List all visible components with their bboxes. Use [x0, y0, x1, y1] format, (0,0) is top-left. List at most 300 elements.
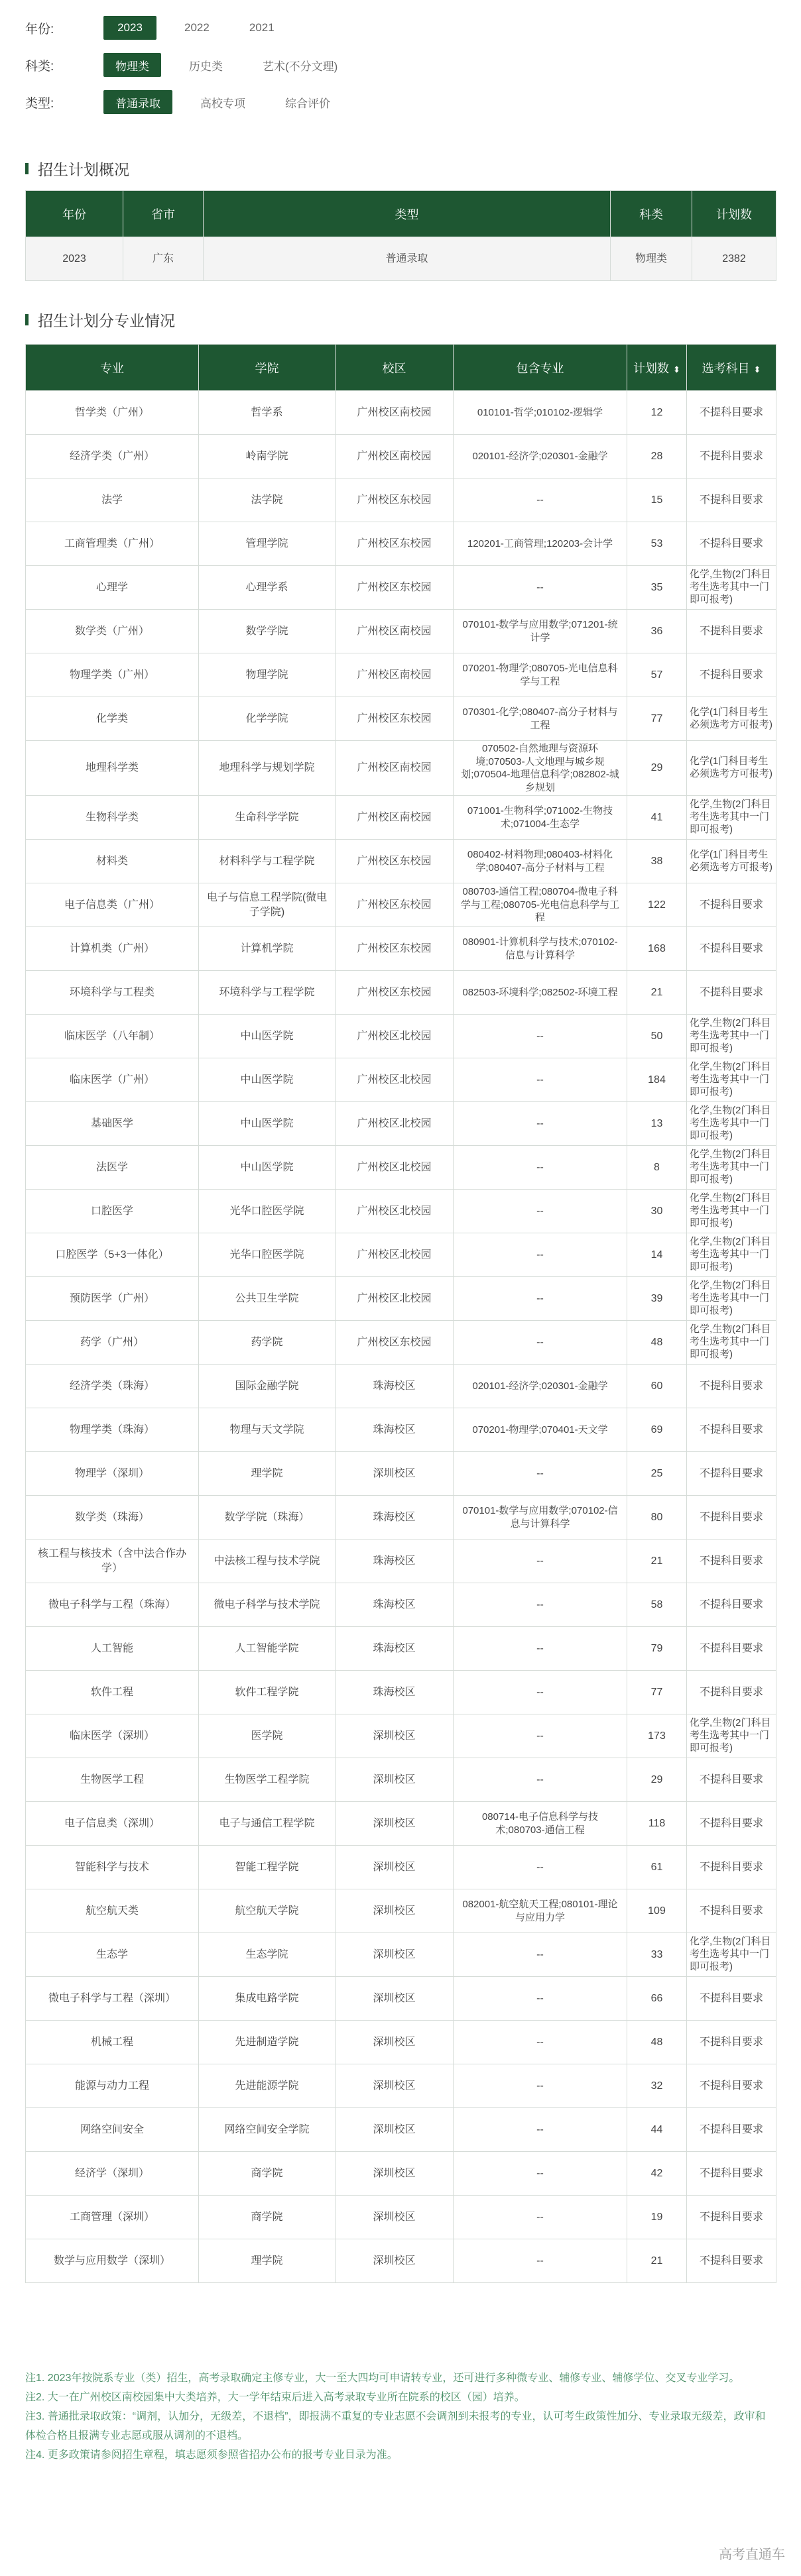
subject-requirement-cell: 不提科目要求	[687, 610, 776, 653]
plan-count-cell: 184	[627, 1058, 687, 1102]
campus-cell: 深圳校区	[336, 1802, 454, 1846]
overview-title	[25, 158, 129, 180]
college-cell: 法学院	[199, 478, 336, 522]
subject-requirement-cell: 不提科目要求	[687, 2196, 776, 2239]
college-cell: 中法核工程与技术学院	[199, 1540, 336, 1583]
note-1: 注1. 2023年按院系专业（类）招生，高考录取确定主修专业，大一至大四均可申请转专业，还可进行多种微专业、辅修专业、辅修学位、交叉专业学习。	[25, 2373, 740, 2384]
campus-cell: 广州校区北校园	[336, 1146, 454, 1190]
included-majors-cell: --	[454, 1190, 627, 1233]
plan-count-cell: 41	[627, 796, 687, 840]
plan-count-cell: 32	[627, 2064, 687, 2108]
included-majors-cell: --	[454, 1233, 627, 1277]
table-row	[26, 1758, 776, 1802]
college-cell: 电子与通信工程学院	[199, 1802, 336, 1846]
table-row	[26, 391, 776, 435]
campus-cell: 广州校区北校园	[336, 1277, 454, 1321]
college-cell: 公共卫生学院	[199, 1277, 336, 1321]
college-cell: 数学学院	[199, 610, 336, 653]
type-option-comprehensive[interactable]: 综合评价	[285, 97, 330, 110]
college-cell: 物理与天文学院	[199, 1408, 336, 1452]
included-majors-cell: --	[454, 1671, 627, 1714]
major-cell: 数学类（广州）	[26, 610, 199, 653]
included-majors-cell: 070101-数学与应用数学;071201-统计学	[454, 610, 627, 653]
subject-requirement-cell: 不提科目要求	[687, 2108, 776, 2152]
watermark: 高考直通车	[719, 2548, 785, 2562]
college-cell: 物理学院	[199, 653, 336, 697]
college-cell: 管理学院	[199, 522, 336, 566]
major-cell: 航空航天类	[26, 1889, 199, 1933]
included-majors-cell: 080714-电子信息科学与技术;080703-通信工程	[454, 1802, 627, 1846]
plan-count-cell: 80	[627, 1496, 687, 1540]
plan-count-cell: 122	[627, 883, 687, 927]
college-cell: 岭南学院	[199, 435, 336, 478]
campus-cell: 深圳校区	[336, 1846, 454, 1889]
major-cell: 电子信息类（深圳）	[26, 1802, 199, 1846]
subject-requirement-cell: 化学,生物(2门科目考生选考其中一门即可报考)	[687, 1190, 776, 1233]
subject-requirement-cell: 化学,生物(2门科目考生选考其中一门即可报考)	[687, 1321, 776, 1365]
subject-option-art[interactable]: 艺术(不分文理)	[263, 60, 338, 73]
subject-requirement-cell: 不提科目要求	[687, 1889, 776, 1933]
campus-cell: 深圳校区	[336, 2239, 454, 2283]
major-cell: 计算机类（广州）	[26, 927, 199, 971]
table-row	[26, 566, 776, 610]
college-cell: 材料科学与工程学院	[199, 840, 336, 883]
overview-title-text: 招生计划概况	[38, 161, 129, 178]
subject-requirement-cell: 不提科目要求	[687, 2239, 776, 2283]
college-cell: 先进制造学院	[199, 2021, 336, 2064]
table-row	[26, 2196, 776, 2239]
table-row	[26, 2021, 776, 2064]
campus-cell: 深圳校区	[336, 1933, 454, 1977]
campus-cell: 深圳校区	[336, 2196, 454, 2239]
table-row	[26, 2239, 776, 2283]
plan-count-cell: 118	[627, 1802, 687, 1846]
campus-cell: 深圳校区	[336, 1714, 454, 1758]
major-cell: 生物科学类	[26, 796, 199, 840]
major-cell: 环境科学与工程类	[26, 971, 199, 1015]
included-majors-cell: 120201-工商管理;120203-会计学	[454, 522, 627, 566]
major-cell: 智能科学与技术	[26, 1846, 199, 1889]
included-majors-cell: 070201-物理学;070401-天文学	[454, 1408, 627, 1452]
campus-cell: 珠海校区	[336, 1496, 454, 1540]
majors-title-text: 招生计划分专业情况	[38, 312, 175, 329]
table-row	[26, 883, 776, 927]
plan-count-cell: 48	[627, 2021, 687, 2064]
college-cell: 医学院	[199, 1714, 336, 1758]
included-majors-cell: --	[454, 478, 627, 522]
type-filter	[0, 89, 358, 115]
plan-count-cell: 29	[627, 1758, 687, 1802]
plan-count-cell: 60	[627, 1365, 687, 1408]
subject-requirement-cell: 不提科目要求	[687, 1758, 776, 1802]
major-cell: 生物医学工程	[26, 1758, 199, 1802]
overview-header-plan: 计划数	[692, 191, 776, 237]
college-cell: 理学院	[199, 1452, 336, 1496]
subject-requirement-cell: 不提科目要求	[687, 522, 776, 566]
plan-count-cell: 21	[627, 971, 687, 1015]
subject-filter	[0, 52, 365, 78]
subject-requirement-cell: 化学,生物(2门科目考生选考其中一门即可报考)	[687, 1714, 776, 1758]
included-majors-cell: 020101-经济学;020301-金融学	[454, 435, 627, 478]
table-row	[26, 2152, 776, 2196]
major-cell: 材料类	[26, 840, 199, 883]
campus-cell: 广州校区南校园	[336, 610, 454, 653]
major-cell: 口腔医学（5+3一体化）	[26, 1233, 199, 1277]
subject-requirement-cell: 不提科目要求	[687, 653, 776, 697]
subject-requirement-cell: 化学,生物(2门科目考生选考其中一门即可报考)	[687, 566, 776, 610]
subject-requirement-cell: 化学(1门科目考生必须选考方可报考)	[687, 741, 776, 796]
overview-cell-type: 普通录取	[204, 237, 611, 281]
major-cell: 临床医学（八年制）	[26, 1015, 199, 1058]
campus-cell: 广州校区东校园	[336, 883, 454, 927]
included-majors-cell: 082001-航空航天工程;080101-理论与应用力学	[454, 1889, 627, 1933]
included-majors-cell: --	[454, 2108, 627, 2152]
college-cell: 商学院	[199, 2152, 336, 2196]
table-row	[26, 1058, 776, 1102]
overview-header-year: 年份	[26, 191, 123, 237]
campus-cell: 珠海校区	[336, 1540, 454, 1583]
college-cell: 集成电路学院	[199, 1977, 336, 2021]
plan-count-cell: 15	[627, 478, 687, 522]
plan-count-cell: 39	[627, 1277, 687, 1321]
included-majors-cell: --	[454, 1277, 627, 1321]
included-majors-cell: --	[454, 2152, 627, 2196]
major-cell: 哲学类（广州）	[26, 391, 199, 435]
campus-cell: 广州校区南校园	[336, 435, 454, 478]
plan-count-cell: 50	[627, 1015, 687, 1058]
college-cell: 人工智能学院	[199, 1627, 336, 1671]
overview-cell-year: 2023	[26, 237, 123, 281]
campus-cell: 广州校区东校园	[336, 971, 454, 1015]
included-majors-cell: 080703-通信工程;080704-微电子科学与工程;080705-光电信息科学与工程	[454, 883, 627, 927]
major-cell: 核工程与核技术（含中法合作办学）	[26, 1540, 199, 1583]
table-row	[26, 1277, 776, 1321]
included-majors-cell: --	[454, 1321, 627, 1365]
included-majors-cell: --	[454, 1846, 627, 1889]
table-row	[26, 1671, 776, 1714]
major-cell: 微电子科学与工程（深圳）	[26, 1977, 199, 2021]
college-cell: 地理科学与规划学院	[199, 741, 336, 796]
major-cell: 化学类	[26, 697, 199, 741]
included-majors-cell: --	[454, 2239, 627, 2283]
campus-cell: 广州校区东校园	[336, 522, 454, 566]
notes	[25, 2369, 776, 2465]
subject-requirement-cell: 不提科目要求	[687, 435, 776, 478]
plan-count-cell: 38	[627, 840, 687, 883]
subject-requirement-cell: 不提科目要求	[687, 927, 776, 971]
table-row	[26, 697, 776, 741]
plan-count-cell: 48	[627, 1321, 687, 1365]
included-majors-cell: --	[454, 1714, 627, 1758]
subject-requirement-cell: 化学,生物(2门科目考生选考其中一门即可报考)	[687, 1015, 776, 1058]
major-cell: 数学与应用数学（深圳）	[26, 2239, 199, 2283]
table-row	[26, 1452, 776, 1496]
college-cell: 心理学系	[199, 566, 336, 610]
college-cell: 智能工程学院	[199, 1846, 336, 1889]
major-cell: 法医学	[26, 1146, 199, 1190]
major-cell: 工商管理类（广州）	[26, 522, 199, 566]
campus-cell: 广州校区东校园	[336, 566, 454, 610]
included-majors-cell: 070502-自然地理与资源环境;070503-人文地理与城乡规划;070504-地理信息科学;082802-城乡规划	[454, 741, 627, 796]
plan-count-cell: 36	[627, 610, 687, 653]
table-row	[26, 1102, 776, 1146]
college-cell: 数学学院（珠海）	[199, 1496, 336, 1540]
table-row	[26, 1627, 776, 1671]
plan-count-cell: 66	[627, 1977, 687, 2021]
sort-icon[interactable]: ⬍	[673, 364, 680, 374]
plan-count-cell: 168	[627, 927, 687, 971]
overview-cell-province: 广东	[123, 237, 204, 281]
table-row	[26, 1321, 776, 1365]
table-row	[26, 435, 776, 478]
table-row	[26, 1496, 776, 1540]
college-cell: 电子与信息工程学院(微电子学院)	[199, 883, 336, 927]
subject-requirement-cell: 化学(1门科目考生必须选考方可报考)	[687, 697, 776, 741]
campus-cell: 广州校区东校园	[336, 927, 454, 971]
college-cell: 药学院	[199, 1321, 336, 1365]
plan-count-cell: 21	[627, 1540, 687, 1583]
included-majors-cell: 080402-材料物理;080403-材料化学;080407-高分子材料与工程	[454, 840, 627, 883]
campus-cell: 广州校区东校园	[336, 697, 454, 741]
plan-count-cell: 77	[627, 697, 687, 741]
subject-requirement-cell: 不提科目要求	[687, 1496, 776, 1540]
plan-count-cell: 13	[627, 1102, 687, 1146]
plan-count-cell: 28	[627, 435, 687, 478]
subject-requirement-cell: 不提科目要求	[687, 2064, 776, 2108]
major-cell: 人工智能	[26, 1627, 199, 1671]
college-cell: 生物医学工程学院	[199, 1758, 336, 1802]
table-row	[26, 1015, 776, 1058]
college-cell: 化学学院	[199, 697, 336, 741]
table-row	[26, 1802, 776, 1846]
included-majors-cell: 082503-环境科学;082502-环境工程	[454, 971, 627, 1015]
major-cell: 软件工程	[26, 1671, 199, 1714]
major-cell: 物理学类（珠海）	[26, 1408, 199, 1452]
majors-header-subjects[interactable]	[687, 345, 776, 391]
subject-option-history[interactable]: 历史类	[189, 60, 223, 73]
included-majors-cell: --	[454, 1933, 627, 1977]
included-majors-cell: --	[454, 566, 627, 610]
overview-table	[25, 190, 776, 281]
campus-cell: 广州校区南校园	[336, 741, 454, 796]
table-row	[26, 1146, 776, 1190]
subject-requirement-cell: 不提科目要求	[687, 391, 776, 435]
overview-header-province: 省市	[123, 191, 204, 237]
majors-header-plan[interactable]	[627, 345, 687, 391]
campus-cell: 广州校区北校园	[336, 1190, 454, 1233]
included-majors-cell: --	[454, 1102, 627, 1146]
majors-header-included: 包含专业	[454, 345, 627, 391]
plan-count-cell: 173	[627, 1714, 687, 1758]
college-cell: 光华口腔医学院	[199, 1233, 336, 1277]
year-filter	[0, 15, 302, 41]
majors-header-major: 专业	[26, 345, 199, 391]
college-cell: 光华口腔医学院	[199, 1190, 336, 1233]
major-cell: 数学类（珠海）	[26, 1496, 199, 1540]
major-cell: 临床医学（广州）	[26, 1058, 199, 1102]
major-cell: 物理学类（广州）	[26, 653, 199, 697]
subject-requirement-cell: 不提科目要求	[687, 1540, 776, 1583]
majors-table	[25, 344, 776, 2283]
college-cell: 哲学系	[199, 391, 336, 435]
year-option-2023[interactable]: 2023	[103, 16, 156, 40]
majors-header-subjects-text: 选考科目	[702, 361, 750, 375]
major-cell: 药学（广州）	[26, 1321, 199, 1365]
included-majors-cell: 070301-化学;080407-高分子材料与工程	[454, 697, 627, 741]
plan-count-cell: 12	[627, 391, 687, 435]
campus-cell: 深圳校区	[336, 2108, 454, 2152]
campus-cell: 珠海校区	[336, 1627, 454, 1671]
year-option-2022[interactable]: 2022	[184, 21, 210, 34]
included-majors-cell: 020101-经济学;020301-金融学	[454, 1365, 627, 1408]
majors-title	[25, 309, 175, 331]
table-row	[26, 741, 776, 796]
plan-count-cell: 14	[627, 1233, 687, 1277]
overview-header-type: 类型	[204, 191, 611, 237]
subject-requirement-cell: 化学,生物(2门科目考生选考其中一门即可报考)	[687, 1233, 776, 1277]
campus-cell: 深圳校区	[336, 1758, 454, 1802]
campus-cell: 广州校区东校园	[336, 478, 454, 522]
college-cell: 中山医学院	[199, 1058, 336, 1102]
subject-requirement-cell: 不提科目要求	[687, 1846, 776, 1889]
major-cell: 网络空间安全	[26, 2108, 199, 2152]
included-majors-cell: --	[454, 2021, 627, 2064]
type-option-regular[interactable]: 普通录取	[103, 90, 172, 114]
included-majors-cell: 070101-数学与应用数学;070102-信息与计算科学	[454, 1496, 627, 1540]
included-majors-cell: 080901-计算机科学与技术;070102-信息与计算科学	[454, 927, 627, 971]
major-cell: 法学	[26, 478, 199, 522]
subject-option-physics[interactable]: 物理类	[103, 53, 161, 77]
major-cell: 微电子科学与工程（珠海）	[26, 1583, 199, 1627]
note-2: 注2. 大一在广州校区南校园集中大类培养，大一学年结束后进入高考录取专业所在院系的校区（园）培养。	[25, 2392, 525, 2403]
college-cell: 中山医学院	[199, 1102, 336, 1146]
table-row	[26, 1540, 776, 1583]
included-majors-cell: --	[454, 1540, 627, 1583]
subject-requirement-cell: 化学,生物(2门科目考生选考其中一门即可报考)	[687, 796, 776, 840]
included-majors-cell: 071001-生物科学;071002-生物技术;071004-生态学	[454, 796, 627, 840]
campus-cell: 珠海校区	[336, 1583, 454, 1627]
plan-count-cell: 19	[627, 2196, 687, 2239]
campus-cell: 深圳校区	[336, 2152, 454, 2196]
included-majors-cell: --	[454, 1146, 627, 1190]
note-4: 注4. 更多政策请参阅招生章程，填志愿须参照省招办公布的报考专业目录为准。	[25, 2449, 398, 2461]
majors-header-plan-text: 计划数	[633, 361, 670, 375]
major-cell: 经济学类（广州）	[26, 435, 199, 478]
plan-count-cell: 33	[627, 1933, 687, 1977]
table-row	[26, 1583, 776, 1627]
subject-requirement-cell: 不提科目要求	[687, 1671, 776, 1714]
plan-count-cell: 30	[627, 1190, 687, 1233]
college-cell: 计算机学院	[199, 927, 336, 971]
subject-requirement-cell: 不提科目要求	[687, 1627, 776, 1671]
included-majors-cell: --	[454, 1452, 627, 1496]
campus-cell: 深圳校区	[336, 2021, 454, 2064]
campus-cell: 深圳校区	[336, 1889, 454, 1933]
subject-requirement-cell: 化学,生物(2门科目考生选考其中一门即可报考)	[687, 1058, 776, 1102]
section-bar-icon	[25, 314, 29, 325]
college-cell: 微电子科学与技术学院	[199, 1583, 336, 1627]
major-cell: 基础医学	[26, 1102, 199, 1146]
major-cell: 预防医学（广州）	[26, 1277, 199, 1321]
major-cell: 机械工程	[26, 2021, 199, 2064]
table-row	[26, 927, 776, 971]
table-row	[26, 610, 776, 653]
table-row	[26, 1889, 776, 1933]
table-row	[26, 1846, 776, 1889]
subject-requirement-cell: 不提科目要求	[687, 2152, 776, 2196]
subject-requirement-cell: 不提科目要求	[687, 1408, 776, 1452]
major-cell: 经济学类（珠海）	[26, 1365, 199, 1408]
sort-icon[interactable]: ⬍	[753, 364, 761, 374]
table-row	[26, 1977, 776, 2021]
major-cell: 工商管理（深圳）	[26, 2196, 199, 2239]
subject-requirement-cell: 化学(1门科目考生必须选考方可报考)	[687, 840, 776, 883]
plan-count-cell: 21	[627, 2239, 687, 2283]
campus-cell: 广州校区北校园	[336, 1233, 454, 1277]
plan-count-cell: 57	[627, 653, 687, 697]
major-cell: 临床医学（深圳）	[26, 1714, 199, 1758]
campus-cell: 广州校区南校园	[336, 391, 454, 435]
major-cell: 能源与动力工程	[26, 2064, 199, 2108]
majors-header-college: 学院	[199, 345, 336, 391]
plan-count-cell: 25	[627, 1452, 687, 1496]
table-row	[26, 1190, 776, 1233]
overview-cell-plan: 2382	[692, 237, 776, 281]
subject-requirement-cell: 化学,生物(2门科目考生选考其中一门即可报考)	[687, 1102, 776, 1146]
campus-cell: 广州校区南校园	[336, 796, 454, 840]
college-cell: 环境科学与工程学院	[199, 971, 336, 1015]
subject-requirement-cell: 不提科目要求	[687, 1802, 776, 1846]
major-cell: 物理学（深圳）	[26, 1452, 199, 1496]
plan-count-cell: 61	[627, 1846, 687, 1889]
campus-cell: 深圳校区	[336, 1977, 454, 2021]
college-cell: 生命科学学院	[199, 796, 336, 840]
table-row	[26, 653, 776, 697]
college-cell: 网络空间安全学院	[199, 2108, 336, 2152]
college-cell: 国际金融学院	[199, 1365, 336, 1408]
included-majors-cell: --	[454, 1758, 627, 1802]
included-majors-cell: 070201-物理学;080705-光电信息科学与工程	[454, 653, 627, 697]
plan-count-cell: 8	[627, 1146, 687, 1190]
college-cell: 先进能源学院	[199, 2064, 336, 2108]
major-cell: 经济学（深圳）	[26, 2152, 199, 2196]
overview-header-subject: 科类	[611, 191, 692, 237]
campus-cell: 广州校区东校园	[336, 840, 454, 883]
included-majors-cell: --	[454, 1583, 627, 1627]
plan-count-cell: 79	[627, 1627, 687, 1671]
college-cell: 理学院	[199, 2239, 336, 2283]
year-option-2021[interactable]: 2021	[249, 21, 275, 34]
subject-requirement-cell: 化学,生物(2门科目考生选考其中一门即可报考)	[687, 1933, 776, 1977]
college-cell: 商学院	[199, 2196, 336, 2239]
table-row	[26, 478, 776, 522]
campus-cell: 广州校区东校园	[336, 1321, 454, 1365]
table-row	[26, 1408, 776, 1452]
included-majors-cell: --	[454, 1977, 627, 2021]
major-cell: 生态学	[26, 1933, 199, 1977]
table-row	[26, 522, 776, 566]
type-option-special[interactable]: 高校专项	[200, 97, 245, 110]
table-row	[26, 971, 776, 1015]
type-filter-label: 类型:	[25, 96, 54, 111]
included-majors-cell: --	[454, 1015, 627, 1058]
plan-count-cell: 69	[627, 1408, 687, 1452]
campus-cell: 广州校区北校园	[336, 1102, 454, 1146]
plan-count-cell: 44	[627, 2108, 687, 2152]
table-row	[26, 2064, 776, 2108]
campus-cell: 深圳校区	[336, 1452, 454, 1496]
plan-count-cell: 77	[627, 1671, 687, 1714]
